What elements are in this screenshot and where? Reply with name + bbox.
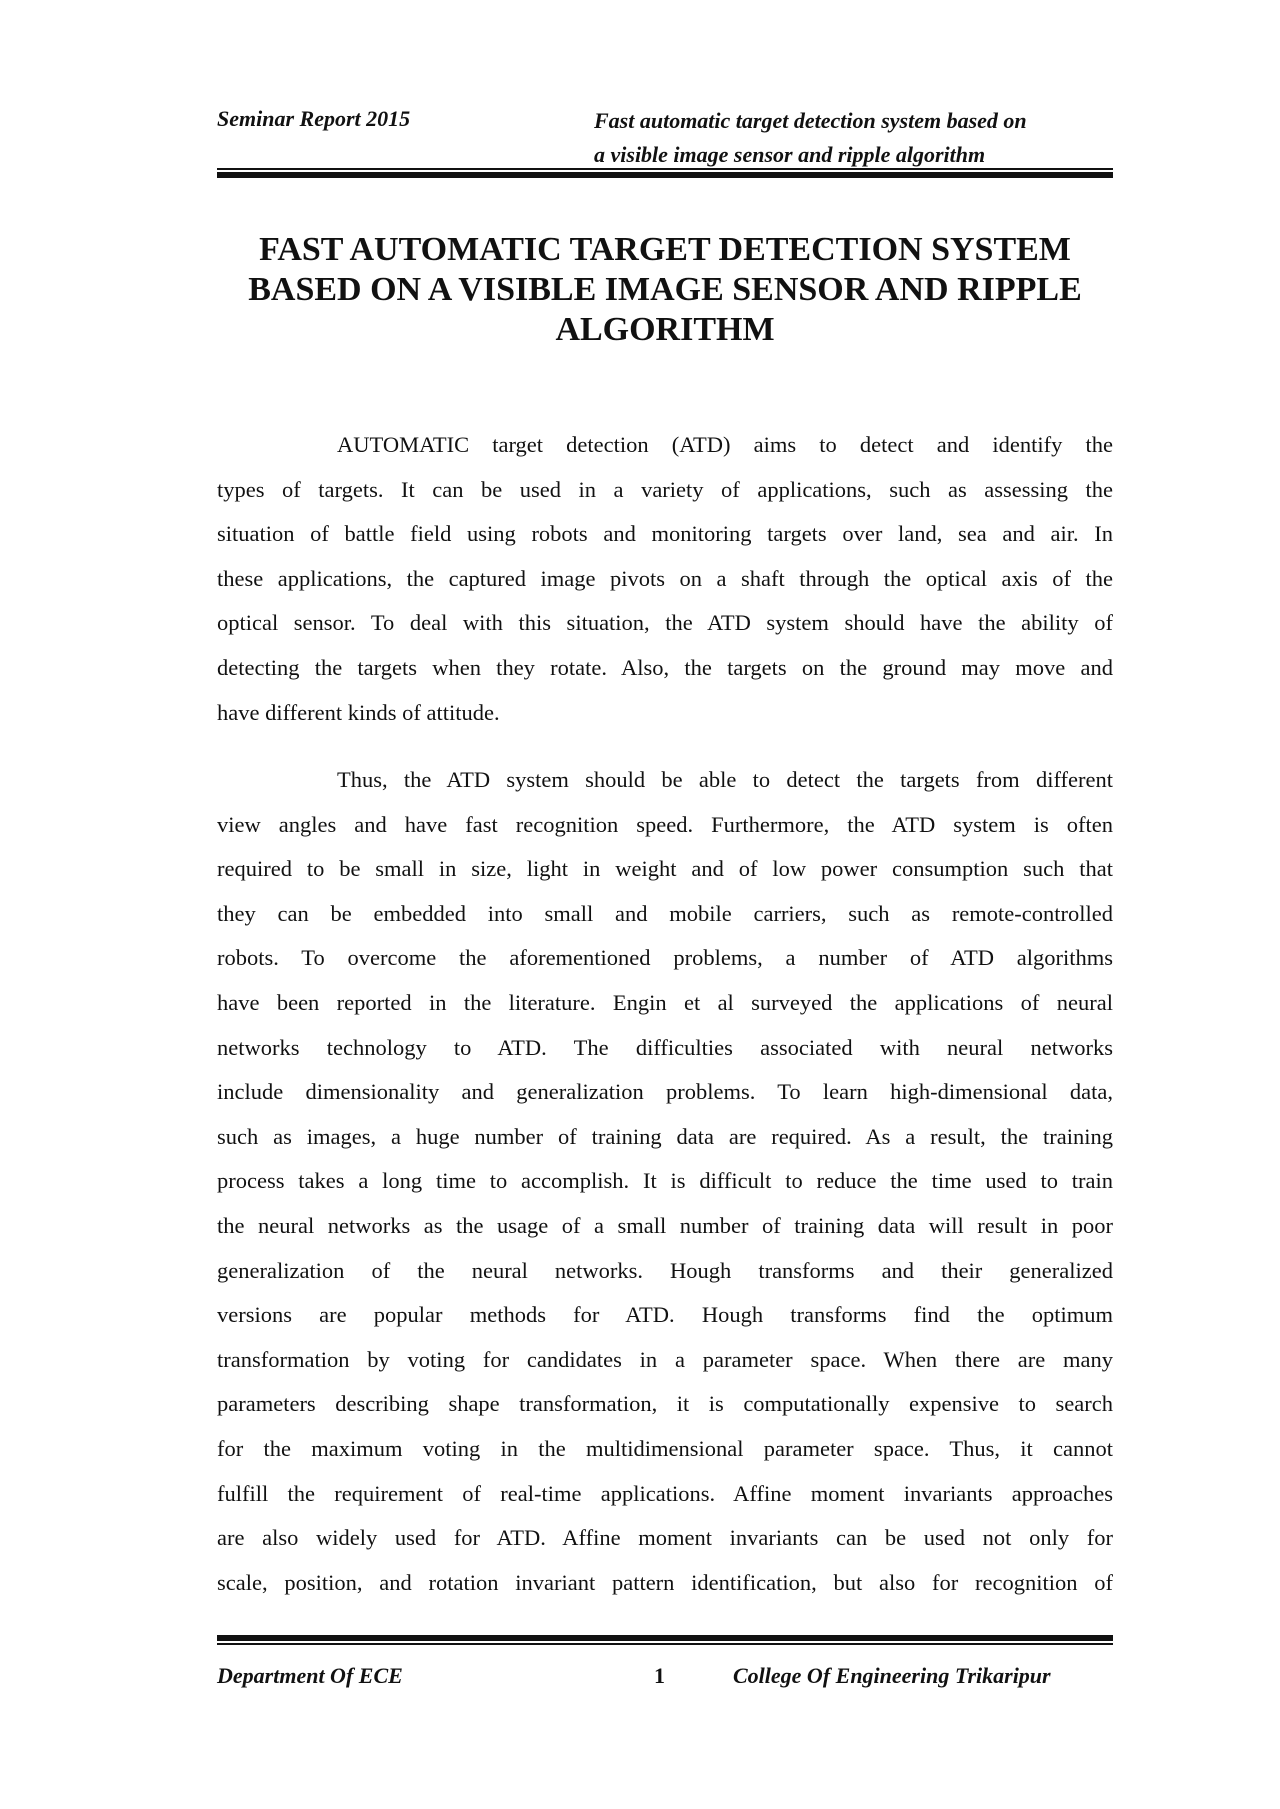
- paragraph-line: they can be embedded into small and mobile carriers, such as remote-controlled: [217, 900, 1113, 926]
- paragraph-line: generalization of the neural networks. Hough transforms and their generalized: [217, 1257, 1113, 1283]
- paragraph-line: the neural networks as the usage of a small number of training data will result in poor: [217, 1212, 1113, 1238]
- paragraph-line: transformation by voting for candidates in a parameter space. When there are many: [217, 1346, 1113, 1372]
- paragraph-line: for the maximum voting in the multidimensional parameter space. Thus, it cannot: [217, 1435, 1113, 1461]
- paragraph-line: fulfill the requirement of real-time applications. Affine moment invariants approaches: [217, 1480, 1113, 1506]
- paragraph-intro: [217, 423, 1113, 735]
- paragraph-line: situation of battle field using robots and monitoring targets over land, sea and air. In: [217, 521, 1113, 547]
- header-running-title-line: a visible image sensor and ripple algorithm: [594, 142, 986, 167]
- paragraph-literature: [217, 758, 1113, 1605]
- footer-college: College Of Engineering Trikaripur: [733, 1663, 1051, 1688]
- paragraph-line: required to be small in size, light in weight and of low power consumption such that: [217, 856, 1113, 882]
- paragraph-line: networks technology to ATD. The difficulties associated with neural networks: [217, 1034, 1113, 1060]
- paragraph-line: detecting the targets when they rotate. Also, the targets on the ground may move and: [217, 654, 1113, 680]
- paragraph-line: have been reported in the literature. Engin et al surveyed the applications of neural: [217, 989, 1113, 1015]
- header-rule-thick: [217, 172, 1113, 178]
- paragraph-line: robots. To overcome the aforementioned problems, a number of ATD algorithms: [217, 945, 1113, 971]
- footer-rule-thick: [217, 1635, 1113, 1641]
- header-running-title: [594, 104, 1124, 172]
- paragraph-line: AUTOMATIC target detection (ATD) aims to detect and identify the: [337, 432, 1113, 457]
- footer-rule-thin: [217, 1643, 1113, 1645]
- paragraph-line: scale, position, and rotation invariant pattern identification, but also for recognition of: [217, 1569, 1113, 1595]
- footer-page-number: 1: [654, 1663, 665, 1688]
- paragraph-line: these applications, the captured image pivots on a shaft through the optical axis of the: [217, 565, 1113, 591]
- paragraph-line: process takes a long time to accomplish. It is difficult to reduce the time used to train: [217, 1168, 1113, 1194]
- title-line: ALGORITHM: [555, 311, 775, 348]
- header-report-label: Seminar Report 2015: [217, 106, 411, 131]
- paragraph-line: optical sensor. To deal with this situation, the ATD system should have the ability of: [217, 610, 1113, 636]
- paragraph-line: have different kinds of attitude.: [217, 699, 500, 725]
- footer-department: Department Of ECE: [217, 1663, 403, 1688]
- paragraph-line: such as images, a huge number of training data are required. As a result, the training: [217, 1123, 1113, 1149]
- title-line: FAST AUTOMATIC TARGET DETECTION SYSTEM: [259, 231, 1071, 268]
- paragraph-line: are also widely used for ATD. Affine moment invariants can be used not only for: [217, 1525, 1113, 1551]
- page-title: [217, 230, 1113, 350]
- header-running-title-line: Fast automatic target detection system based on: [594, 108, 1027, 133]
- paragraph-line: include dimensionality and generalization problems. To learn high-dimensional data,: [217, 1079, 1113, 1105]
- paragraph-line: parameters describing shape transformation, it is computationally expensive to search: [217, 1391, 1113, 1417]
- paragraph-line: versions are popular methods for ATD. Hough transforms find the optimum: [217, 1302, 1113, 1328]
- header-rule-thin: [217, 168, 1113, 170]
- paragraph-line: view angles and have fast recognition speed. Furthermore, the ATD system is often: [217, 811, 1113, 837]
- paragraph-line: types of targets. It can be used in a variety of applications, such as assessing the: [217, 476, 1113, 502]
- paragraph-line: Thus, the ATD system should be able to detect the targets from different: [337, 767, 1113, 792]
- title-line: BASED ON A VISIBLE IMAGE SENSOR AND RIPPLE: [248, 271, 1082, 308]
